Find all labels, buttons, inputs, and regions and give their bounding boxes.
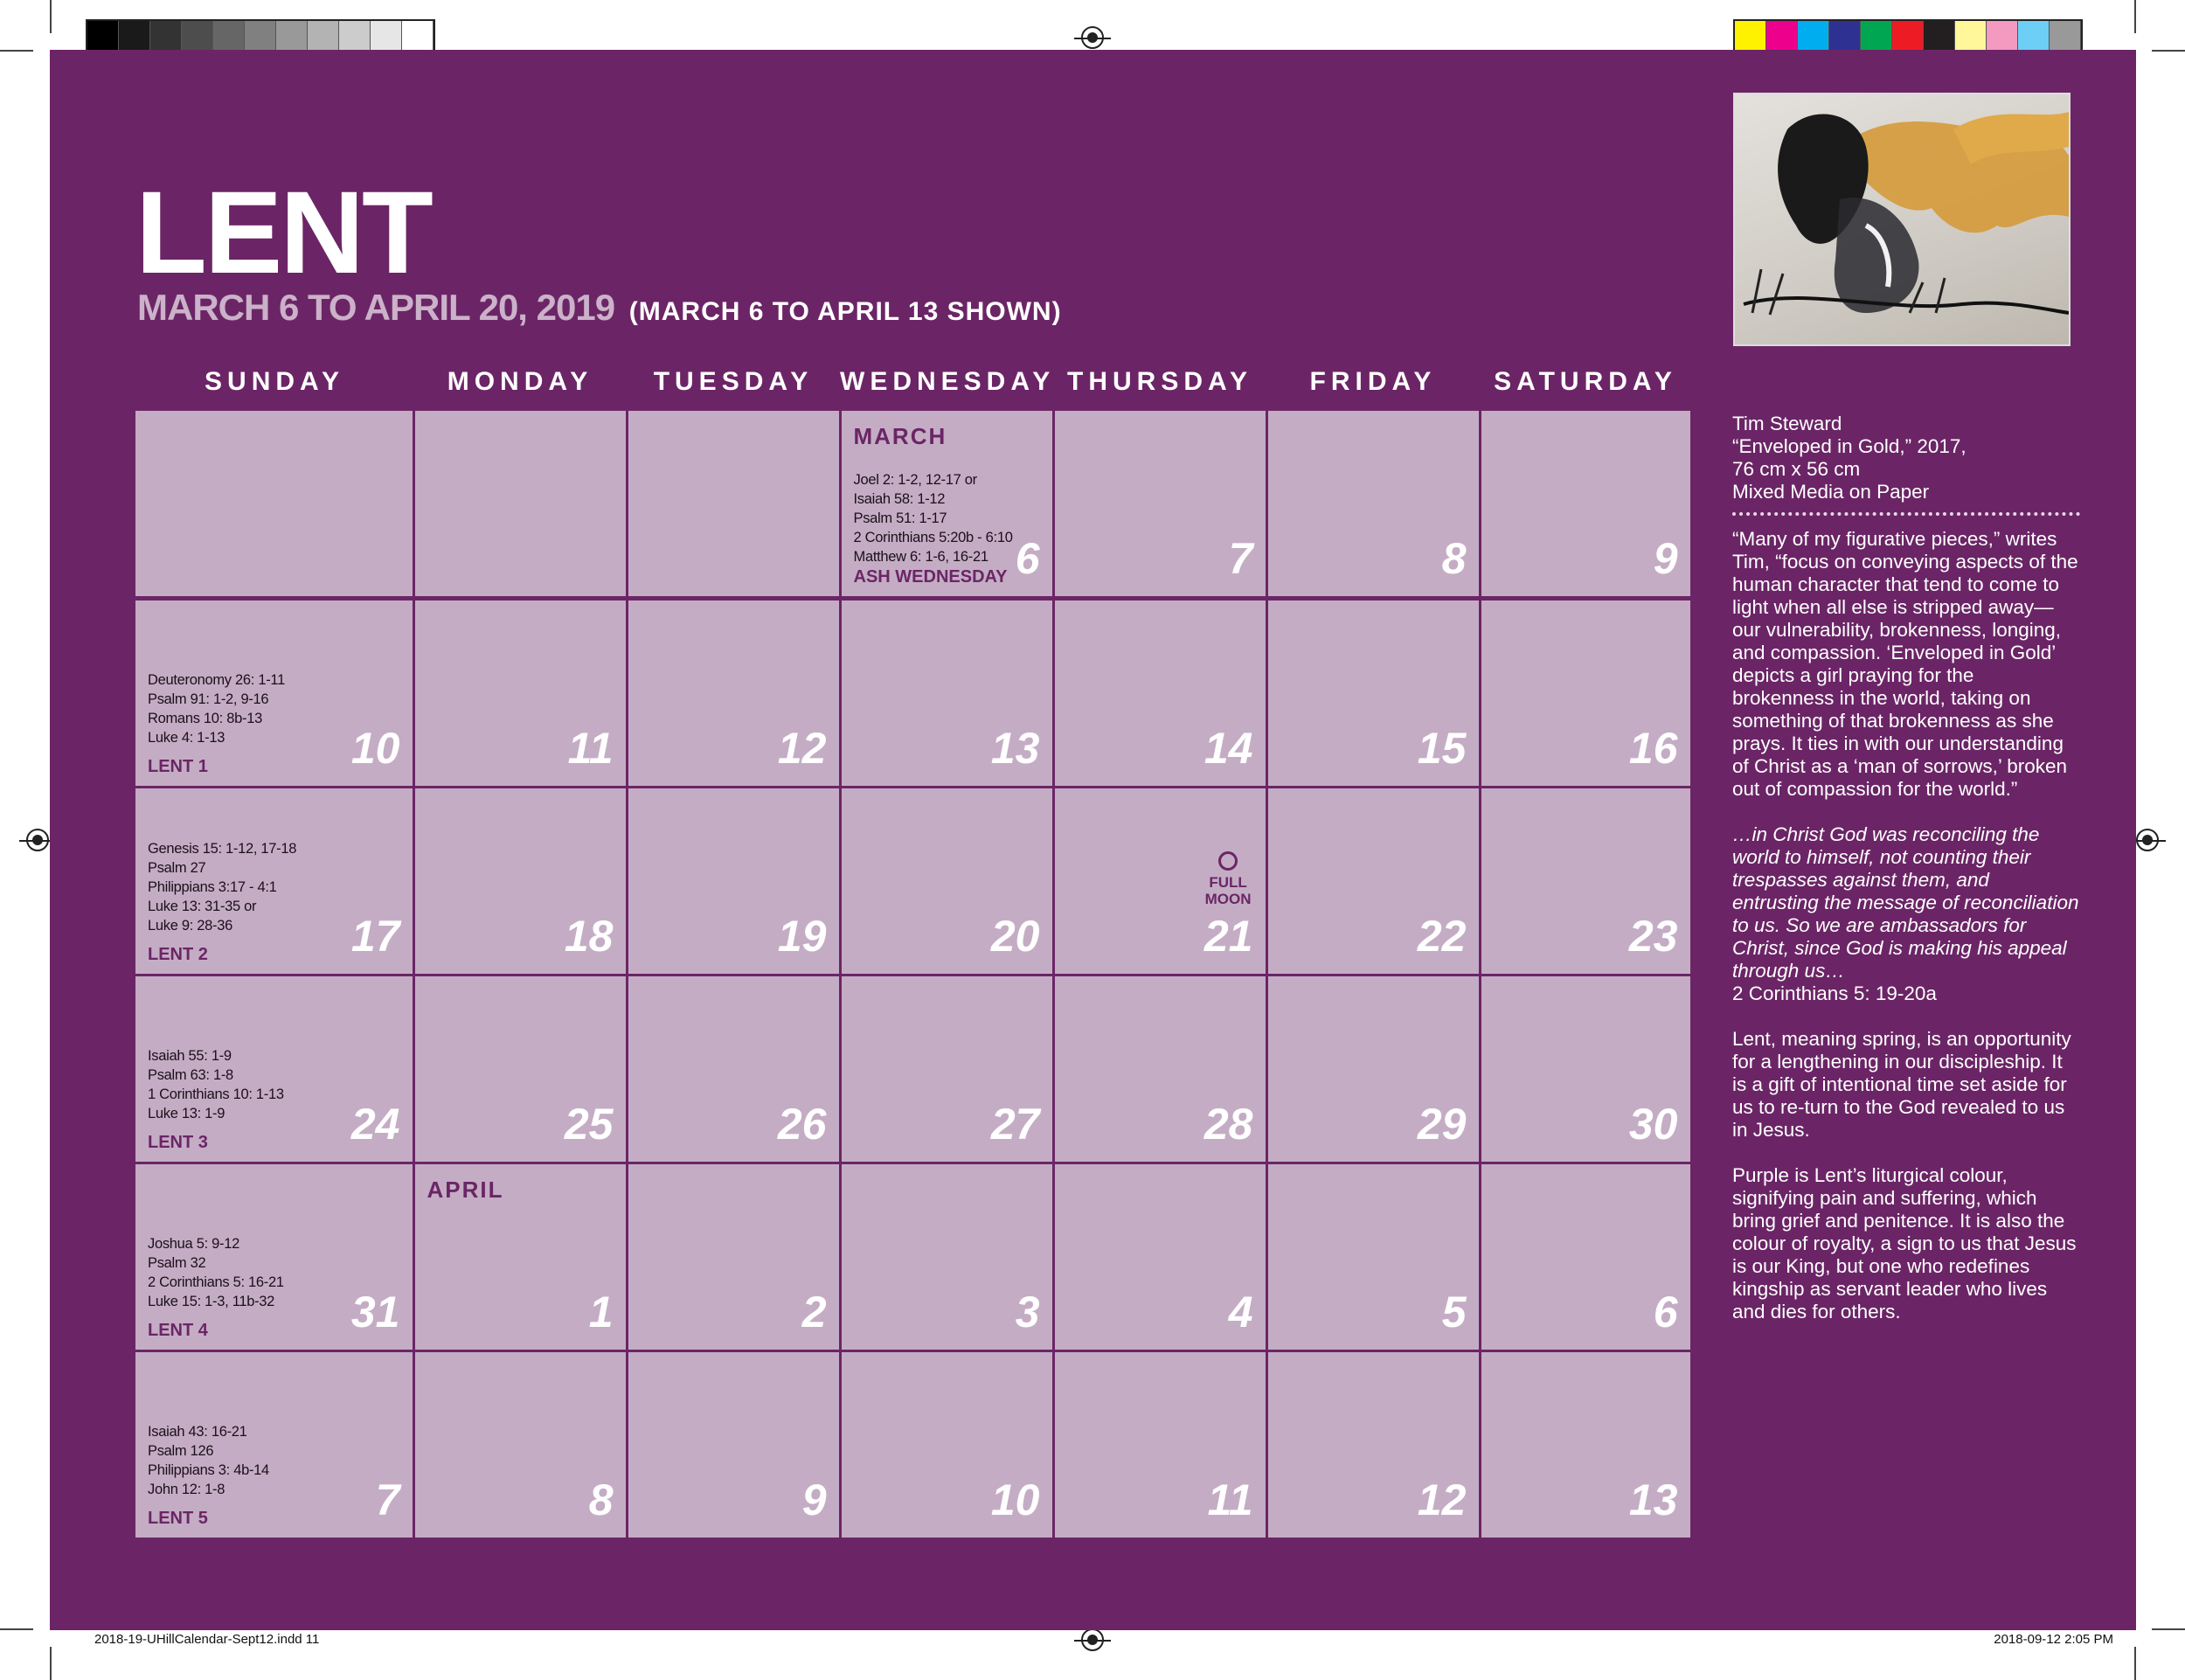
day-cell [135,788,413,974]
day-cell [1268,976,1479,1162]
day-number: 31 [350,1287,400,1336]
day-number: 14 [1203,723,1253,773]
weekday-sunday: SUNDAY [205,367,344,396]
dotted-divider [1732,512,2080,516]
slug-filename: 2018-19-UHillCalendar-Sept12.indd 11 [94,1632,320,1647]
day-number: 9 [801,1475,827,1524]
day-cell [415,1352,626,1538]
month-label: APRIL [427,1176,504,1203]
crop-mark [2134,1647,2136,1680]
crop-mark [0,1628,33,1630]
day-cell [842,1164,1052,1350]
lectionary-readings: Isaiah 43: 16-21 Psalm 126 Philippians 3: 4b-14 John 12: 1-8 [148,1423,269,1497]
registration-mark-icon [26,829,49,851]
day-cell [1055,411,1266,596]
crop-mark [2134,0,2136,33]
crop-mark [50,1647,52,1680]
day-number: 3 [1015,1287,1040,1336]
scripture-quote: …in Christ God was reconciling the world to himself, not counting their trespasses against them, and entrusting the message of reconciliation to us. So we are ambassadors for Christ, since God is making his appeal through us… [1732,823,2079,982]
day-cell [135,976,413,1162]
day-number: 13 [990,723,1040,773]
weekday-wednesday: WEDNESDAY [840,367,1056,396]
day-cell [1268,788,1479,974]
lectionary-readings: Isaiah 55: 1-9 Psalm 63: 1-8 1 Corinthians 10: 1-13 Luke 13: 1-9 [148,1047,284,1121]
day-number: 15 [1417,723,1467,773]
registration-mark-icon [1081,26,1104,49]
day-number: 11 [567,723,614,773]
day-cell [628,411,839,596]
day-number: 12 [1417,1475,1467,1524]
day-number: 29 [1417,1099,1467,1149]
scripture-reference: 2 Corinthians 5: 19-20a [1732,982,1937,1004]
day-cell [415,788,626,974]
crop-mark [2152,1628,2185,1630]
day-cell [1481,788,1690,974]
crop-mark [2152,50,2185,52]
liturgical-day-label: LENT 4 [148,1320,208,1340]
date-range-text: MARCH 6 TO APRIL 20, 2019 [137,287,615,328]
day-cell [1481,600,1690,786]
crop-mark [0,50,33,52]
day-number: 8 [588,1475,614,1524]
sidebar [1732,413,2080,1346]
calendar-grid [135,411,1691,1543]
full-moon-label: FULL MOON [1204,873,1252,907]
day-cell [415,976,626,1162]
day-cell [135,600,413,786]
registration-mark-icon [1081,1628,1104,1651]
date-range-note: (MARCH 6 TO APRIL 13 SHOWN) [628,297,1062,326]
day-cell [628,976,839,1162]
day-cell [135,1352,413,1538]
day-number: 1 [588,1287,614,1336]
weekday-friday: FRIDAY [1309,367,1437,396]
day-cell [415,1164,626,1350]
day-number: 17 [350,911,400,961]
day-number: 30 [1628,1099,1678,1149]
day-cell [1481,1164,1690,1350]
day-cell [1268,411,1479,596]
day-number: 7 [1228,534,1253,583]
day-cell [1268,1352,1479,1538]
day-cell [135,1164,413,1350]
full-moon-marker [1205,851,1252,907]
day-number: 27 [990,1099,1040,1149]
weekday-tuesday: TUESDAY [653,367,814,396]
day-number: 21 [1203,911,1253,961]
day-cell [135,411,413,596]
slug-timestamp: 2018-09-12 2:05 PM [1994,1632,2113,1647]
day-cell [842,411,1052,596]
day-cell [842,788,1052,974]
weekday-thursday: THURSDAY [1067,367,1252,396]
artwork-credit [1732,413,2080,503]
day-number: 16 [1628,723,1678,773]
lectionary-readings: Joel 2: 1-2, 12-17 or Isaiah 58: 1-12 Psalm 51: 1-17 2 Corinthians 5:20b - 6:10 Matthew 6: 1-6, 16-21 [853,472,1013,565]
day-cell [628,1164,839,1350]
artwork-size: 76 cm x 56 cm [1732,458,1861,480]
lectionary-readings: Deuteronomy 26: 1-11 Psalm 91: 1-2, 9-16 Romans 10: 8b-13 Luke 4: 1-13 [148,671,285,746]
page-title: LENT [135,168,431,298]
day-cell [628,1352,839,1538]
day-number: 4 [1228,1287,1253,1336]
day-number: 13 [1628,1475,1678,1524]
month-label: MARCH [853,423,947,449]
day-number: 12 [777,723,827,773]
day-cell [1268,600,1479,786]
day-cell [842,976,1052,1162]
day-number: 5 [1441,1287,1467,1336]
day-cell [1055,600,1266,786]
weekday-saturday: SATURDAY [1494,367,1677,396]
day-cell [415,411,626,596]
weekday-monday: MONDAY [447,367,593,396]
full-moon-icon [1218,851,1238,871]
day-number: 28 [1203,1099,1253,1149]
lectionary-readings: Joshua 5: 9-12 Psalm 32 2 Corinthians 5: 16-21 Luke 15: 1-3, 11b-32 [148,1235,284,1309]
day-cell [1055,976,1266,1162]
day-cell [628,788,839,974]
day-cell [628,600,839,786]
lent-description: Lent, meaning spring, is an opportunity for a lengthening in our discipleship. It is a gift of intentional time set aside for us to re-turn to the God revealed to us in Jesus. [1732,1028,2071,1141]
lectionary-readings: Genesis 15: 1-12, 17-18 Psalm 27 Philippians 3:17 - 4:1 Luke 13: 31-35 or Luke 9: 28-36 [148,840,297,934]
day-number: 8 [1441,534,1467,583]
artist-name: Tim Steward [1732,413,1842,434]
day-cell [1055,788,1266,974]
day-cell [1481,976,1690,1162]
day-number: 20 [990,911,1040,961]
day-number: 10 [990,1475,1040,1524]
artwork-title: “Enveloped in Gold,” 2017, [1732,435,1966,457]
day-number: 25 [564,1099,614,1149]
day-cell [1481,1352,1690,1538]
day-number: 19 [777,911,827,961]
day-number: 6 [1015,534,1040,583]
liturgical-day-label: LENT 2 [148,944,208,964]
registration-mark-icon [2136,829,2159,851]
day-number: 23 [1628,911,1678,961]
day-number: 26 [777,1099,827,1149]
day-number: 6 [1653,1287,1678,1336]
liturgical-day-label: LENT 1 [148,756,208,776]
liturgical-day-label: ASH WEDNESDAY [853,567,1008,587]
day-cell [842,600,1052,786]
artwork-medium: Mixed Media on Paper [1732,481,1930,503]
artist-quote: “Many of my figurative pieces,” writes Tim, “focus on conveying aspects of the human character that tend to come to light when all else is stripped away—our vulnerability, brokenness, longing, and compassion. ‘Enveloped in Gold’ depicts a girl praying for the brokenness in the world, taking on something of that brokenness as she prays. It ties in with our understanding of Christ as a ‘man of sorrows,’ broken out of compassion for the world.” [1732,528,2078,800]
day-cell [1055,1164,1266,1350]
day-number: 22 [1417,911,1467,961]
liturgical-day-label: LENT 5 [148,1508,208,1528]
day-number: 18 [564,911,614,961]
day-cell [1055,1352,1266,1538]
artwork-image [1733,93,2071,346]
date-range [137,287,1062,329]
day-cell [842,1352,1052,1538]
day-number: 2 [801,1287,827,1336]
day-number: 10 [350,723,400,773]
day-number: 11 [1207,1475,1253,1524]
liturgical-day-label: LENT 3 [148,1132,208,1152]
day-cell [415,600,626,786]
day-number: 9 [1653,534,1678,583]
day-number: 7 [375,1475,400,1524]
day-cell [1481,411,1690,596]
purple-description: Purple is Lent’s liturgical colour, signifying pain and suffering, which bring grief and penitence. It is also the colour of royalty, a sign to us that Jesus is our King, but one who redefines kingship as servant leader who lives and dies for others. [1732,1164,2077,1322]
day-number: 24 [350,1099,400,1149]
day-cell [1268,1164,1479,1350]
crop-mark [50,0,52,33]
